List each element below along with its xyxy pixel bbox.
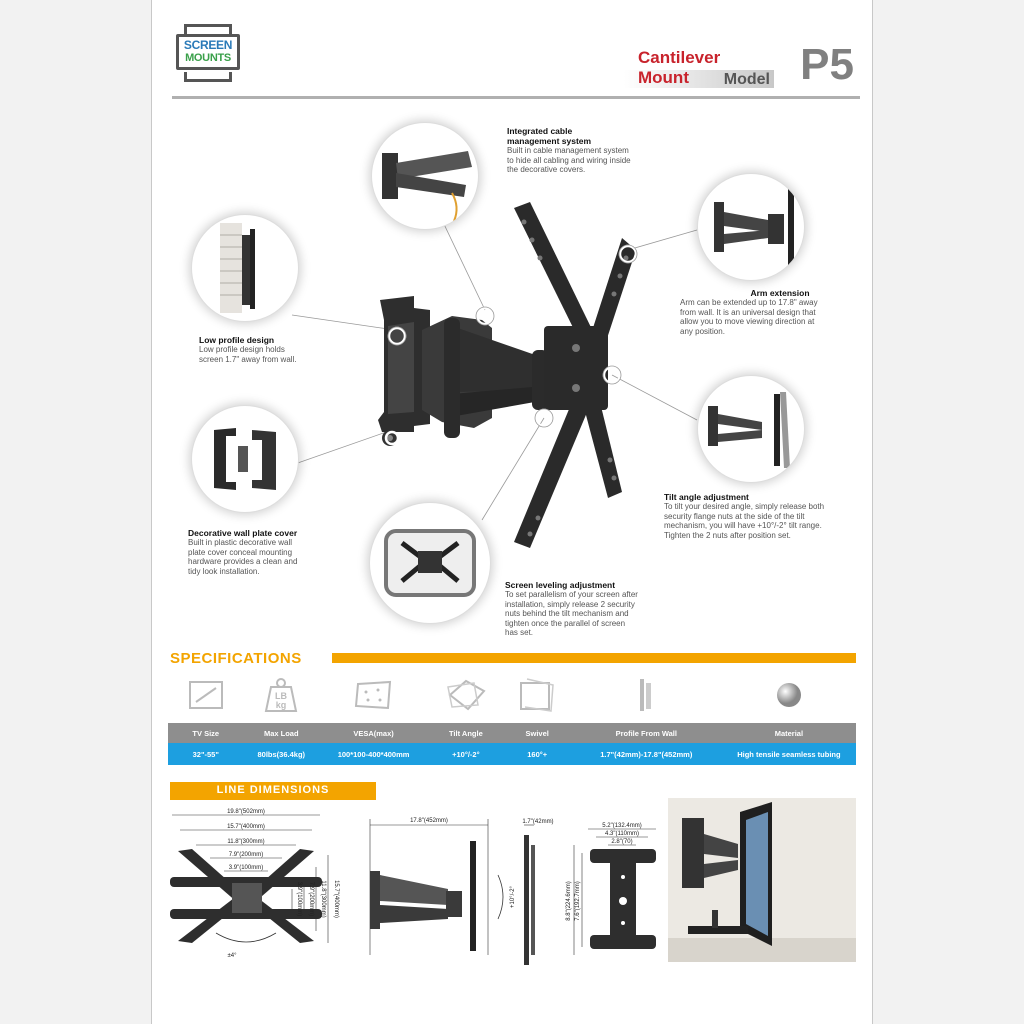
spec-icons-row [168, 670, 856, 720]
wall-plate-cover-closeup [192, 406, 298, 512]
logo-line-1: SCREEN [183, 38, 233, 52]
feature-cable-title-2: management system [507, 136, 592, 146]
arm-extension-closeup [698, 174, 804, 280]
feature-level-title: Screen leveling adjustment [505, 580, 616, 590]
feature-arm-desc-1: Arm can be extended up to 17.8" away [680, 298, 818, 307]
spec-head-max-load: Max Load [263, 728, 299, 738]
spec-value-max-load: 80lbs(36.4kg) [257, 749, 306, 759]
model-label: Model [723, 71, 770, 88]
dim-tilt: +10°/-2° [510, 886, 516, 908]
title-block [638, 40, 858, 92]
header-rule [172, 96, 860, 99]
feature-cover-desc-4: tidy look installation. [188, 566, 260, 576]
dim-front-w3: 11.8"(300mm) [227, 839, 265, 845]
spec-value-tilt: +10°/-2° [452, 749, 480, 759]
dim-plate-w1: 5.2"(132.4mm) [602, 823, 642, 829]
spec-value-material: High tensile seamless tubing [737, 749, 841, 759]
spec-head-material: Material [774, 728, 804, 738]
tilt-angle-closeup [698, 376, 804, 482]
feature-cable [507, 126, 667, 175]
feature-level-desc-1: To set parallelism of your screen after [505, 590, 638, 599]
specifications-title: SPECIFICATIONS [170, 650, 302, 667]
product-sheet [151, 0, 873, 1024]
feature-cover-desc-2: plate cover conceal mounting [188, 547, 293, 557]
swivel-icon [504, 670, 571, 720]
weight-icon-kg: kg [276, 700, 287, 710]
installation-photo [668, 798, 856, 962]
model-code: P5 [800, 40, 854, 89]
spec-value-vesa: 100*100-400*400mm [337, 749, 410, 759]
feature-level-desc-2: installation, simply release 2 security [505, 599, 635, 609]
feature-cable-desc-2: to hide all cabling and wiring inside [507, 155, 631, 165]
feature-cover [188, 528, 348, 576]
dimension-drawings [152, 805, 672, 975]
dim-plate-w3: 2.8"(70) [611, 839, 633, 845]
dim-plate-h2: 7.6"(192.7mm) [575, 881, 581, 921]
feature-arm-desc-3: allow you to move viewing direction at [680, 317, 815, 326]
tilt-icon [428, 670, 504, 720]
feature-tilt-desc-2: security flange nuts at the side of the tilt [664, 511, 805, 521]
spec-head-swivel: Swivel [525, 728, 549, 738]
feature-tilt-desc-4: Tighten the 2 nuts after position set. [664, 530, 791, 540]
feature-tilt [664, 492, 864, 540]
weight-icon-lb: LB [275, 691, 288, 701]
feature-low-title: Low profile design [199, 335, 275, 345]
feature-arm-desc-4: any position. [680, 326, 725, 336]
feature-level-desc-5: has set. [505, 628, 534, 637]
feature-leveling [505, 580, 665, 638]
feature-low-profile [199, 335, 349, 364]
feature-arm-desc-2: from wall. It is an universal design that [680, 307, 816, 317]
feature-level-desc-4: tighten once the parallel of screen [505, 618, 626, 628]
product-name: Cantilever Mount [638, 48, 721, 87]
feature-tilt-desc-1: To tilt your desired angle, simply release both [664, 502, 825, 511]
material-icon [722, 670, 856, 720]
feature-arm-title: Arm extension [750, 288, 810, 298]
dim-front-w2: 15.7"(400mm) [227, 824, 265, 830]
dim-front-w4: 7.9"(200mm) [228, 852, 264, 858]
weight-icon [244, 670, 320, 720]
dimensions-title: LINE DIMENSIONS [216, 784, 330, 796]
dim-profile: 1.7"(42mm) [522, 819, 554, 825]
spec-head-tilt: Tilt Angle [448, 728, 483, 738]
screen-leveling-closeup [370, 503, 490, 623]
dim-front-h3: 7.9"(200mm) [308, 881, 314, 917]
feature-cover-desc-1: Built in plastic decorative wall [188, 538, 293, 547]
feature-arm [680, 288, 860, 336]
spec-value-swivel: 160°+ [527, 749, 548, 759]
spec-table-header [168, 723, 856, 743]
dim-rotation: ±4° [227, 953, 237, 959]
spec-head-tv-size: TV Size [192, 728, 220, 738]
dim-front-w5: 3.9"(100mm) [228, 865, 264, 871]
spec-head-profile: Profile From Wall [615, 728, 677, 738]
feature-cable-desc-1: Built in cable management system [507, 146, 629, 155]
dim-front-h2: 11.8"(300mm) [320, 880, 326, 918]
profile-icon [571, 670, 722, 720]
feature-low-desc-1: Low profile design holds [199, 345, 285, 354]
low-profile-closeup [192, 215, 298, 321]
feature-cable-title-1: Integrated cable [507, 126, 573, 136]
brand-logo [172, 20, 244, 88]
dim-plate-h1: 8.8"(224.6mm) [566, 881, 572, 921]
spec-head-vesa: VESA(max) [353, 728, 394, 738]
feature-tilt-title: Tilt angle adjustment [664, 492, 749, 502]
feature-tilt-desc-3: mechanism, you will have +10°/-2° tilt range. [664, 521, 822, 530]
dim-front-w1: 19.8"(502mm) [227, 809, 265, 815]
spec-value-profile: 1.7"(42mm)-17.8"(452mm) [600, 749, 693, 759]
feature-cable-desc-3: the decorative covers. [507, 165, 586, 174]
feature-cover-title: Decorative wall plate cover [188, 528, 298, 538]
cable-management-closeup [372, 123, 478, 229]
dim-front-h4: 3.9"(100mm) [296, 881, 302, 917]
logo-line-2: MOUNTS [185, 52, 231, 64]
spec-value-tv-size: 32"-55" [192, 749, 219, 759]
feature-cover-desc-3: hardware provides a clean and [188, 557, 298, 566]
vesa-icon [319, 670, 428, 720]
dim-side-extension: 17.8"(452mm) [410, 818, 448, 824]
feature-level-desc-3: nuts behind the tilt mechanism and [505, 609, 629, 618]
feature-low-desc-2: screen 1.7" away from wall. [199, 354, 297, 364]
dim-front-h1: 15.7"(400mm) [333, 880, 339, 918]
dim-plate-w2: 4.3"(110mm) [604, 831, 640, 837]
spec-table-row [168, 743, 856, 765]
specifications-bar [332, 653, 856, 663]
tv-size-icon [168, 670, 244, 720]
